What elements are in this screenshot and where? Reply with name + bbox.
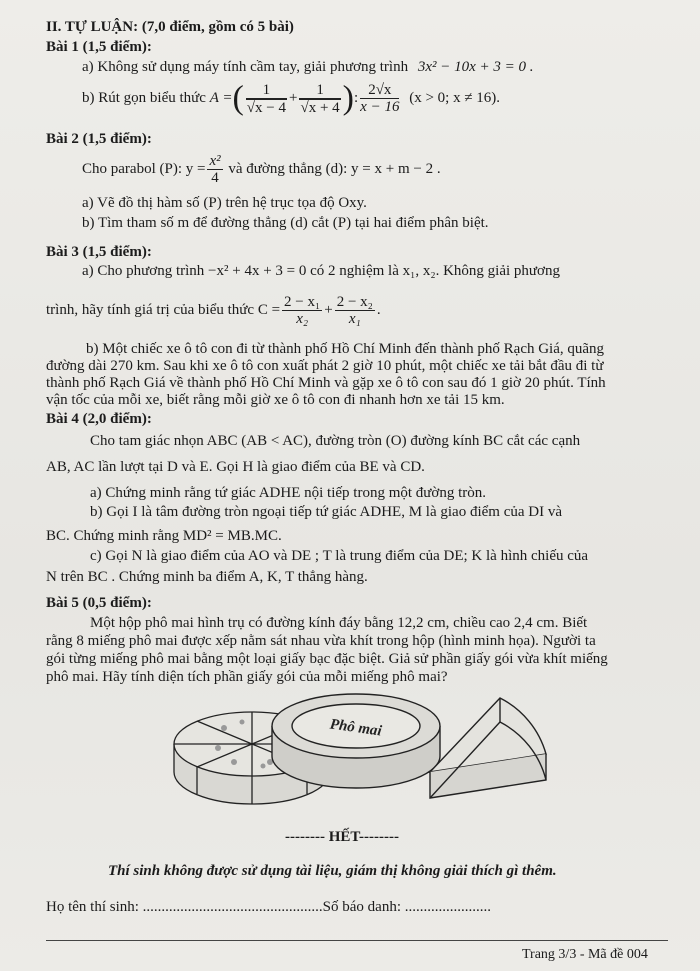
bai5-l3: gói từng miếng phô mai bằng một loại giấy bạc đặc biệt. Giả sử phần giấy gói vừa khít miếng xyxy=(46,651,608,667)
bai5-l1: Một hộp phô mai hình trụ có đường kính đáy bằng 12,2 cm, chiều cao 2,4 cm. Biết xyxy=(90,615,588,631)
bai3-title: Bài 3 (1,5 điểm): xyxy=(46,244,152,260)
bai5-l2: rằng 8 miếng phô mai được xếp nằm sát nhau vừa khít trong hộp (hình minh họa). Người ta xyxy=(46,633,596,649)
bai4-l6: c) Gọi N là giao điểm của AO và DE ; T là trung điểm của DE; K là hình chiếu của xyxy=(90,548,589,564)
bai4-title: Bài 4 (2,0 điểm): xyxy=(46,411,152,427)
footer-divider xyxy=(46,940,668,941)
bai4-l7: N trên BC . Chứng minh ba điểm A, K, T thẳng hàng. xyxy=(46,569,368,585)
bai2-b: b) Tìm tham số m để đường thẳng (d) cắt (P) tại hai điểm phân biệt. xyxy=(82,215,489,231)
bai4-l5: BC. Chứng minh rằng MD² = MB.MC. xyxy=(46,528,282,544)
cheese-wedge-icon xyxy=(430,698,546,798)
bai1-title: Bài 1 (1,5 điểm): xyxy=(46,39,152,55)
cheese-box-icon xyxy=(272,694,440,788)
bai4-l1: Cho tam giác nhọn ABC (AB < AC), đường tròn (O) đường kính BC cắt các cạnh xyxy=(90,433,581,449)
box-label: Phô mai xyxy=(328,716,383,740)
page-footer: Trang 3/3 - Mã đề 004 xyxy=(522,947,648,962)
bai3-b2: đường dài 270 km. Sau khi xe ô tô con xuất phát 2 giờ 10 phút, một chiếc xe tải bắt đầu đi từ xyxy=(46,358,604,374)
bai1-a: a) Không sử dụng máy tính cầm tay, giải phương trình 3x² − 10x + 3 = 0 . xyxy=(82,59,534,75)
bai1-b: b) Rút gọn biểu thức A =( $\frac{1}{√x - 4}$ + $\frac{1}{√x + 4}$ ): $\frac{2√x}{x - 16}$ (x > 0; x ≠ 16). xyxy=(82,79,501,117)
bai2-intro: Cho parabol (P): y = $\frac{\text{x²}}{4}$ và đường thẳng (d): y = x + m − 2 . xyxy=(82,153,441,187)
bai3-b1: b) Một chiếc xe ô tô con đi từ thành phố Hồ Chí Minh đến thành phố Rạch Giá, quãng xyxy=(86,341,605,357)
bai4-l2: AB, AC lần lượt tại D và E. Gọi H là giao điểm của BE và CD. xyxy=(46,459,425,475)
section-title: II. TỰ LUẬN: (7,0 điểm, gồm có 5 bài) xyxy=(46,19,294,35)
candidate-info: Họ tên thí sinh: ................................................Số báo danh: ....................... xyxy=(46,899,491,915)
bai2-title: Bài 2 (1,5 điểm): xyxy=(46,131,152,147)
bai5-title: Bài 5 (0,5 điểm): xyxy=(46,595,152,611)
bai4-l4: b) Gọi I là tâm đường tròn ngoại tiếp tứ giác ADHE, M là giao điểm của DI và xyxy=(90,504,562,520)
bai4-l3: a) Chứng minh rằng tứ giác ADHE nội tiếp trong một đường tròn. xyxy=(90,485,487,501)
cheese-illustration xyxy=(160,686,580,820)
bai5-l4: phô mai. Hãy tính diện tích phần giấy gói của mỗi miếng phô mai? xyxy=(46,669,448,685)
exam-note: Thí sinh không được sử dụng tài liệu, giám thị không giải thích gì thêm. xyxy=(108,863,557,879)
bai3-a1: a) Cho phương trình −x² + 4x + 3 = 0 có 2 nghiệm là x₁, x₂. Không giải phương xyxy=(82,263,560,279)
bai3-b3: thành phố Rạch Giá về thành phố Hồ Chí Minh và gặp xe ô tô con sau đó 1 giờ 20 phút. Tính xyxy=(46,375,606,391)
bai3-a2: trình, hãy tính giá trị của biểu thức C = $\frac{\text{2 − x₁}}{\text{x₂}}$ + $\frac{\text{2 − x₂}}{\text{x₁}}$ . xyxy=(46,294,381,328)
bai3-b4: vận tốc của mỗi xe, biết rằng mỗi giờ xe ô tô con đi nhanh hơn xe tải 15 km. xyxy=(46,392,505,408)
end-marker: -------- HẾT-------- xyxy=(285,829,399,845)
bai2-a: a) Vẽ đồ thị hàm số (P) trên hệ trục tọa độ Oxy. xyxy=(82,195,367,211)
